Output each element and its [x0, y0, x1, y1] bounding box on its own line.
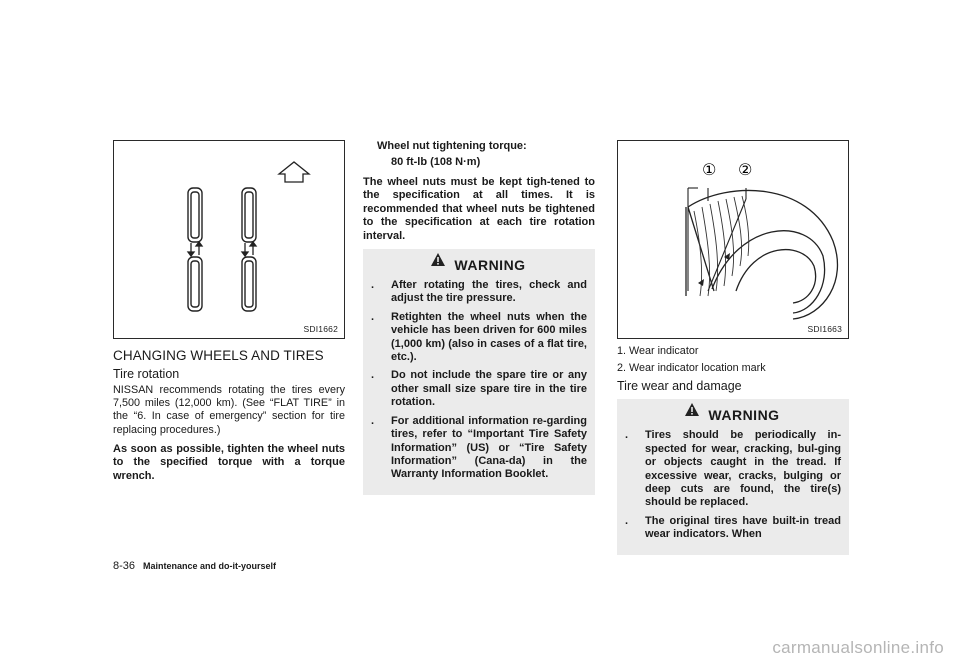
section-title: CHANGING WHEELS AND TIRES	[113, 348, 324, 363]
rotation-arrows	[188, 242, 256, 256]
watermark: carmanualsonline.info	[772, 638, 944, 657]
bullet: .	[625, 429, 629, 442]
wear-indicator-figure	[617, 140, 849, 339]
warning-item: . For additional information re-garding tires, refer to “Important Tire Safety Information” (US) or “Tire Safety Information” (Cana-da) in the Warranty Information Booklet.	[371, 414, 587, 481]
figure-code: SDI1662	[303, 324, 338, 334]
callout-1: ①	[702, 160, 717, 179]
column-left	[113, 140, 345, 489]
torque-value: 80 ft-lb (108 N·m)	[391, 156, 481, 168]
warning-item: . After rotating the tires, check and adjust the tire pressure.	[371, 279, 587, 305]
bullet: .	[625, 514, 629, 527]
footer-section-name: Maintenance and do-it-yourself	[143, 561, 277, 571]
torque-label: Wheel nut tightening torque:	[377, 140, 527, 152]
tire-rotation-diagram	[114, 141, 344, 338]
bullet: .	[371, 369, 375, 382]
column-right	[617, 140, 849, 555]
warning-triangle-icon	[430, 252, 446, 267]
column-middle	[363, 140, 595, 495]
bullet: .	[371, 279, 375, 292]
legend-item: 2. Wear indicator location mark	[617, 362, 766, 375]
warning-box	[363, 249, 595, 495]
warning-item: . Retighten the wheel nuts when the vehicle has been driven for 600 miles (1,000 km) (also in cases of a flat tire, etc.).	[371, 310, 587, 364]
body-paragraph: NISSAN recommends rotating the tires every 7,500 miles (12,000 km). (See “FLAT TIRE” in the “6. In case of emergency” section for tire replacing procedures.)	[113, 384, 345, 436]
subsection-title: Tire rotation	[113, 367, 180, 381]
warning-title: WARNING	[708, 407, 780, 424]
page-number: 8-36	[113, 560, 136, 572]
subsection-title: Tire wear and damage	[617, 379, 742, 394]
legend-item: 1. Wear indicator	[617, 345, 699, 357]
tire-outlines	[188, 188, 256, 311]
tire-rotation-figure	[113, 140, 345, 339]
figure-code: SDI1663	[807, 324, 842, 334]
callout-legend	[617, 345, 849, 375]
bullet: .	[371, 310, 375, 323]
vehicle-front-arrow-icon	[279, 162, 309, 182]
page-footer	[113, 560, 276, 572]
warning-item: . Do not include the spare tire or any other small size spare tire in the tire rotation.	[371, 369, 587, 409]
callout-2: ②	[738, 160, 753, 179]
warning-item: . Tires should be periodically in-spected for wear, cracking, bul-ging or objects caught in the tread. If excessive wear, cracks, bulging or deep cuts are found, the tire(s) should be replaced.	[625, 429, 841, 509]
warning-list	[623, 429, 841, 541]
warning-triangle-icon	[684, 402, 700, 417]
warning-item: . The original tires have built-in tread wear indicators. When	[625, 514, 841, 541]
warning-title: WARNING	[454, 257, 526, 274]
warning-list	[369, 279, 587, 482]
warning-header	[369, 257, 587, 273]
warning-box	[617, 399, 849, 554]
warning-header	[623, 407, 841, 423]
bold-instruction: As soon as possible, tighten the wheel nuts to the specified torque with a torque wrench.	[113, 442, 345, 482]
bullet: .	[371, 414, 375, 427]
bold-paragraph: The wheel nuts must be kept tigh-tened to the specification at all times. It is recommended that wheel nuts be tightened to the specification at each tire rotation interval.	[363, 176, 595, 242]
tire-wear-diagram	[618, 141, 848, 338]
